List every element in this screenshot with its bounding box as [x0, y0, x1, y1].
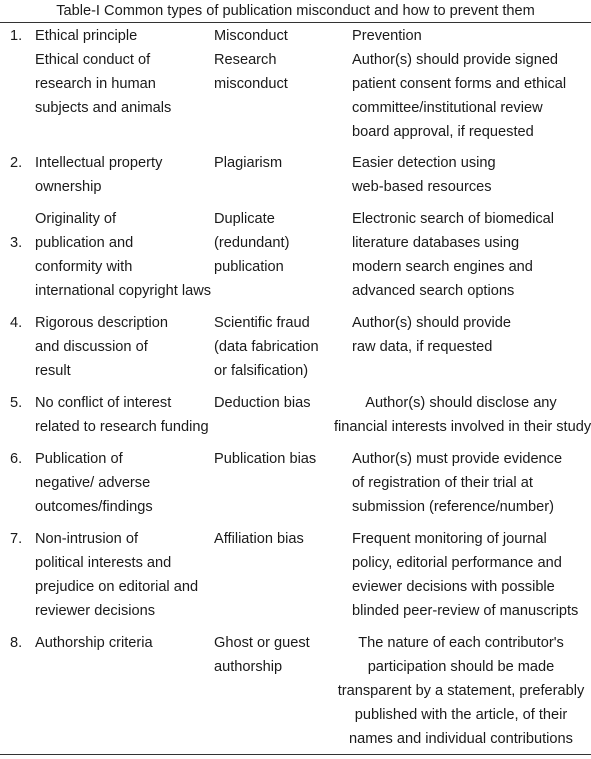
row-5-misconduct [214, 391, 339, 415]
text-line: negative/ adverse [35, 475, 151, 491]
row-4-principle [35, 311, 215, 383]
text-line: international copyright laws [35, 283, 212, 299]
row-7-prevention [352, 527, 588, 623]
text-line: Electronic search of biomedical [352, 211, 554, 227]
row-8-prevention [334, 631, 588, 751]
text-line: or falsification) [214, 363, 309, 379]
text-line: Deduction bias [214, 395, 311, 411]
text-line: web-based resources [352, 179, 492, 195]
text-line: committee/institutional review [352, 100, 543, 116]
row-8-number: 8. [10, 635, 23, 651]
text-line: Publication of [35, 451, 123, 467]
text-line: eviewer decisions with possible [352, 579, 555, 595]
row-6-misconduct [214, 447, 339, 471]
text-line: publication and [35, 235, 134, 251]
row-4-prevention [352, 311, 588, 359]
row-1-misconduct [214, 24, 339, 96]
row-3-misconduct [214, 207, 339, 279]
row-7-misconduct [214, 527, 339, 551]
row-4-number: 4. [10, 315, 23, 331]
text-line: advanced search options [352, 283, 515, 299]
text-line: and discussion of [35, 339, 148, 355]
row-7-number: 7. [10, 531, 23, 547]
top-rule [0, 22, 591, 23]
text-line: authorship [214, 659, 283, 675]
row-7-principle [35, 527, 215, 623]
text-line: result [35, 363, 71, 379]
text-line: submission (reference/number) [352, 499, 554, 515]
text-line: Author(s) should disclose any [365, 395, 557, 411]
text-line: ownership [35, 179, 102, 195]
row-2-number: 2. [10, 155, 23, 171]
row-2-prevention [352, 151, 588, 199]
row-3-prevention [352, 207, 588, 303]
text-line: literature databases using [352, 235, 520, 251]
text-line: Originality of [35, 211, 117, 227]
text-line: published with the article, of their [354, 707, 568, 723]
text-line: subjects and animals [35, 100, 172, 116]
text-line: research in human [35, 76, 156, 92]
text-line: publication [214, 259, 284, 275]
text-line: Ethical conduct of [35, 52, 151, 68]
row-1-prevention [352, 24, 588, 144]
row-3-number: 3. [10, 235, 23, 251]
header-principle: Ethical principle [35, 28, 138, 44]
text-line: Scientific fraud [214, 315, 310, 331]
text-line: Author(s) should provide [352, 315, 511, 331]
row-1-principle [35, 24, 215, 120]
text-line: financial interests involved in their study [334, 419, 591, 435]
text-line: Research [214, 52, 277, 68]
row-5-number: 5. [10, 395, 23, 411]
row-8-misconduct [214, 631, 339, 679]
header-prevention: Prevention [352, 28, 422, 44]
row-1-number: 1. [10, 28, 23, 44]
text-line: political interests and [35, 555, 172, 571]
row-6-number: 6. [10, 451, 23, 467]
table-caption: Table-I Common types of publication misconduct and how to prevent them [56, 3, 535, 19]
text-line: transparent by a statement, preferably [337, 683, 585, 699]
text-line: outcomes/findings [35, 499, 153, 515]
row-5-principle [35, 391, 215, 439]
text-line: (redundant) [214, 235, 290, 251]
text-line: Easier detection using [352, 155, 496, 171]
text-line: (data fabrication [214, 339, 319, 355]
row-6-principle [35, 447, 215, 519]
text-line: related to research funding [35, 419, 209, 435]
bottom-rule [0, 754, 591, 755]
text-line: Publication bias [214, 451, 317, 467]
row-8-principle [35, 631, 215, 655]
text-line: reviewer decisions [35, 603, 156, 619]
text-line: No conflict of interest [35, 395, 172, 411]
text-line: Frequent monitoring of journal [352, 531, 547, 547]
row-2-principle [35, 151, 215, 199]
text-line: The nature of each contributor's [358, 635, 564, 651]
text-line: Plagiarism [214, 155, 283, 171]
text-line: prejudice on editorial and [35, 579, 199, 595]
text-line: Intellectual property [35, 155, 163, 171]
row-3-principle [35, 207, 215, 303]
text-line: Rigorous description [35, 315, 169, 331]
row-2-misconduct [214, 151, 339, 175]
text-line: blinded peer-review of manuscripts [352, 603, 579, 619]
text-line: Author(s) must provide evidence [352, 451, 563, 467]
text-line: modern search engines and [352, 259, 533, 275]
header-misconduct: Misconduct [214, 28, 288, 44]
text-line: Affiliation bias [214, 531, 304, 547]
row-5-prevention [334, 391, 591, 439]
row-4-misconduct [214, 311, 339, 383]
text-line: board approval, if requested [352, 124, 534, 140]
text-line: participation should be made [367, 659, 555, 675]
text-line: policy, editorial performance and [352, 555, 562, 571]
text-line: raw data, if requested [352, 339, 493, 355]
text-line: Author(s) should provide signed [352, 52, 559, 68]
text-line: Authorship criteria [35, 635, 153, 651]
text-line: names and individual contributions [349, 731, 573, 747]
text-line: misconduct [214, 76, 288, 92]
row-6-prevention [352, 447, 588, 519]
text-line: Non-intrusion of [35, 531, 139, 547]
text-line: patient consent forms and ethical [352, 76, 567, 92]
text-line: of registration of their trial at [352, 475, 533, 491]
text-line: Duplicate [214, 211, 275, 227]
text-line: conformity with [35, 259, 133, 275]
text-line: Ghost or guest [214, 635, 310, 651]
